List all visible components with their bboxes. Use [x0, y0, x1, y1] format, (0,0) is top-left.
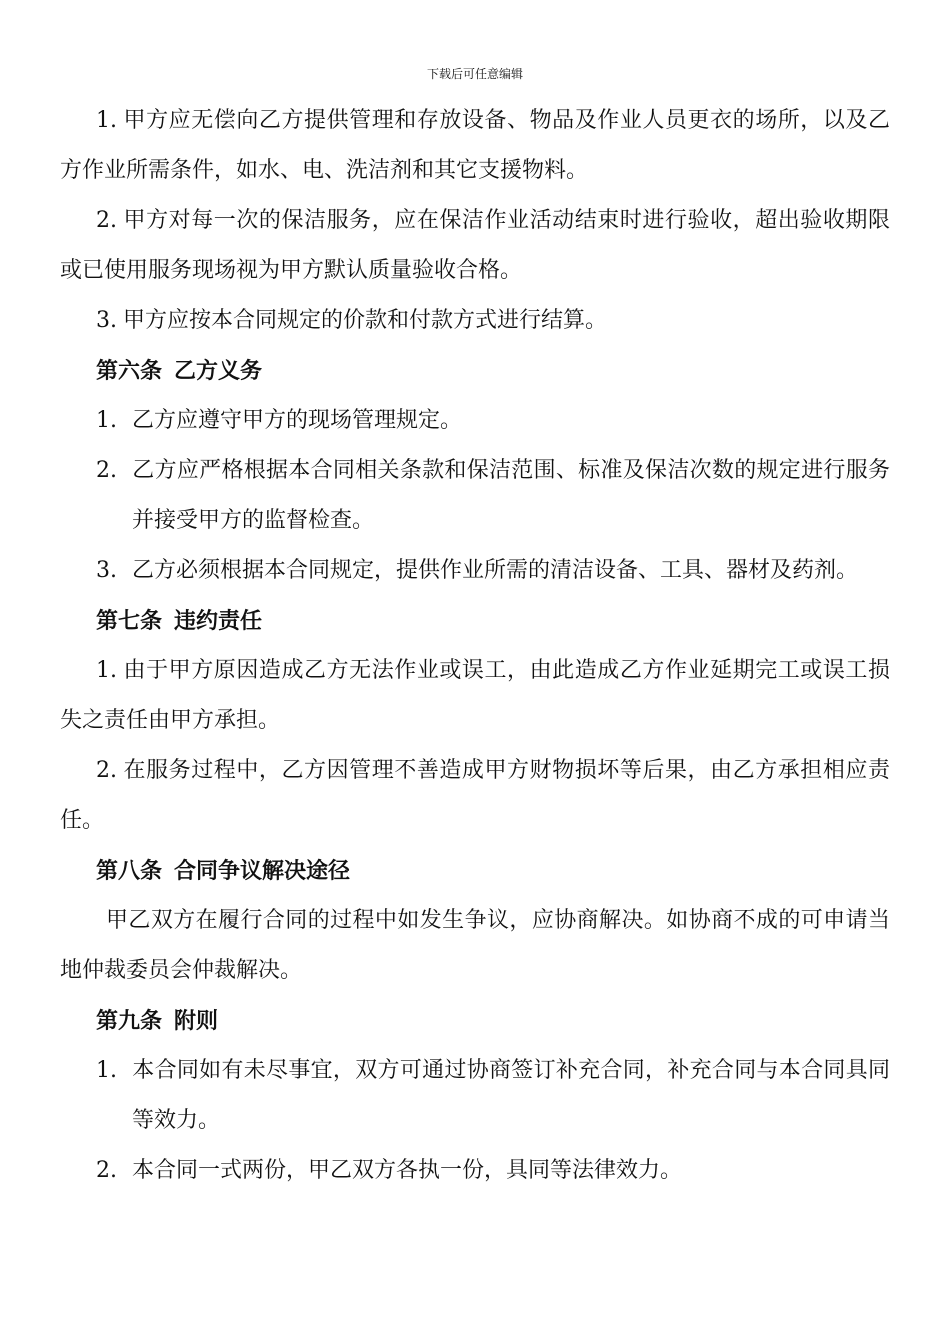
contract-body	[60, 96, 890, 1196]
article9-item-1	[60, 1046, 890, 1146]
article-label: 第六条	[96, 358, 163, 384]
article9-item-2	[60, 1146, 890, 1196]
item-text: 在服务过程中，乙方因管理不善造成甲方财物损坏等后果，由乙方承担相应责任。	[60, 758, 890, 833]
article-label: 第九条	[96, 1008, 163, 1034]
article6-heading	[60, 346, 890, 396]
article7-heading	[60, 596, 890, 646]
item-number: 1.	[96, 108, 117, 133]
article-label: 第七条	[96, 608, 163, 634]
item-text: 乙方必须根据本合同规定，提供作业所需的清洁设备、工具、器材及药剂。	[132, 558, 859, 583]
article7-item-1	[60, 646, 890, 746]
article-title: 乙方义务	[174, 358, 263, 384]
item-number: 1.	[96, 658, 117, 683]
item-number: 3.	[96, 308, 117, 333]
item-number: 1.	[96, 1058, 117, 1083]
section5-item-1	[60, 96, 890, 196]
article-title: 合同争议解决途径	[174, 858, 351, 884]
article6-item-2	[60, 446, 890, 546]
article-label: 第八条	[96, 858, 163, 884]
article8-text: 甲乙双方在履行合同的过程中如发生争议，应协商解决。如协商不成的可申请当地仲裁委员会仲裁解决。	[60, 908, 890, 983]
item-text: 乙方应严格根据本合同相关条款和保洁范围、标准及保洁次数的规定进行服务并接受甲方的监督检查。	[132, 458, 890, 533]
article-title: 附则	[174, 1008, 219, 1034]
section5-item-3	[60, 296, 890, 346]
section5-item-2	[60, 196, 890, 296]
article-title: 违约责任	[174, 608, 263, 634]
item-text: 甲方对每一次的保洁服务，应在保洁作业活动结束时进行验收，超出验收期限或已使用服务现场视为甲方默认质量验收合格。	[60, 208, 890, 283]
article9-heading	[60, 996, 890, 1046]
item-text: 乙方应遵守甲方的现场管理规定。	[132, 408, 463, 433]
item-text: 由于甲方原因造成乙方无法作业或误工，由此造成乙方作业延期完工或误工损失之责任由甲方承担。	[60, 658, 890, 733]
item-number: 2.	[96, 208, 117, 233]
article6-item-3	[60, 546, 890, 596]
header-note: 下载后可任意编辑	[426, 67, 523, 81]
article8-heading	[60, 846, 890, 896]
item-number: 3.	[96, 558, 117, 583]
item-number: 2.	[96, 1158, 117, 1183]
item-number: 1.	[96, 408, 117, 433]
article7-item-2	[60, 746, 890, 846]
item-text: 本合同如有未尽事宜，双方可通过协商签订补充合同，补充合同与本合同具同等效力。	[132, 1058, 890, 1133]
item-text: 本合同一式两份，甲乙双方各执一份，具同等法律效力。	[132, 1158, 683, 1183]
item-number: 2.	[96, 458, 117, 483]
item-text: 甲方应按本合同规定的价款和付款方式进行结算。	[123, 308, 608, 333]
item-number: 2.	[96, 758, 117, 783]
item-text: 甲方应无偿向乙方提供管理和存放设备、物品及作业人员更衣的场所，以及乙方作业所需条件，如水、电、洗洁剂和其它支援物料。	[60, 108, 890, 183]
article6-item-1	[60, 396, 890, 446]
